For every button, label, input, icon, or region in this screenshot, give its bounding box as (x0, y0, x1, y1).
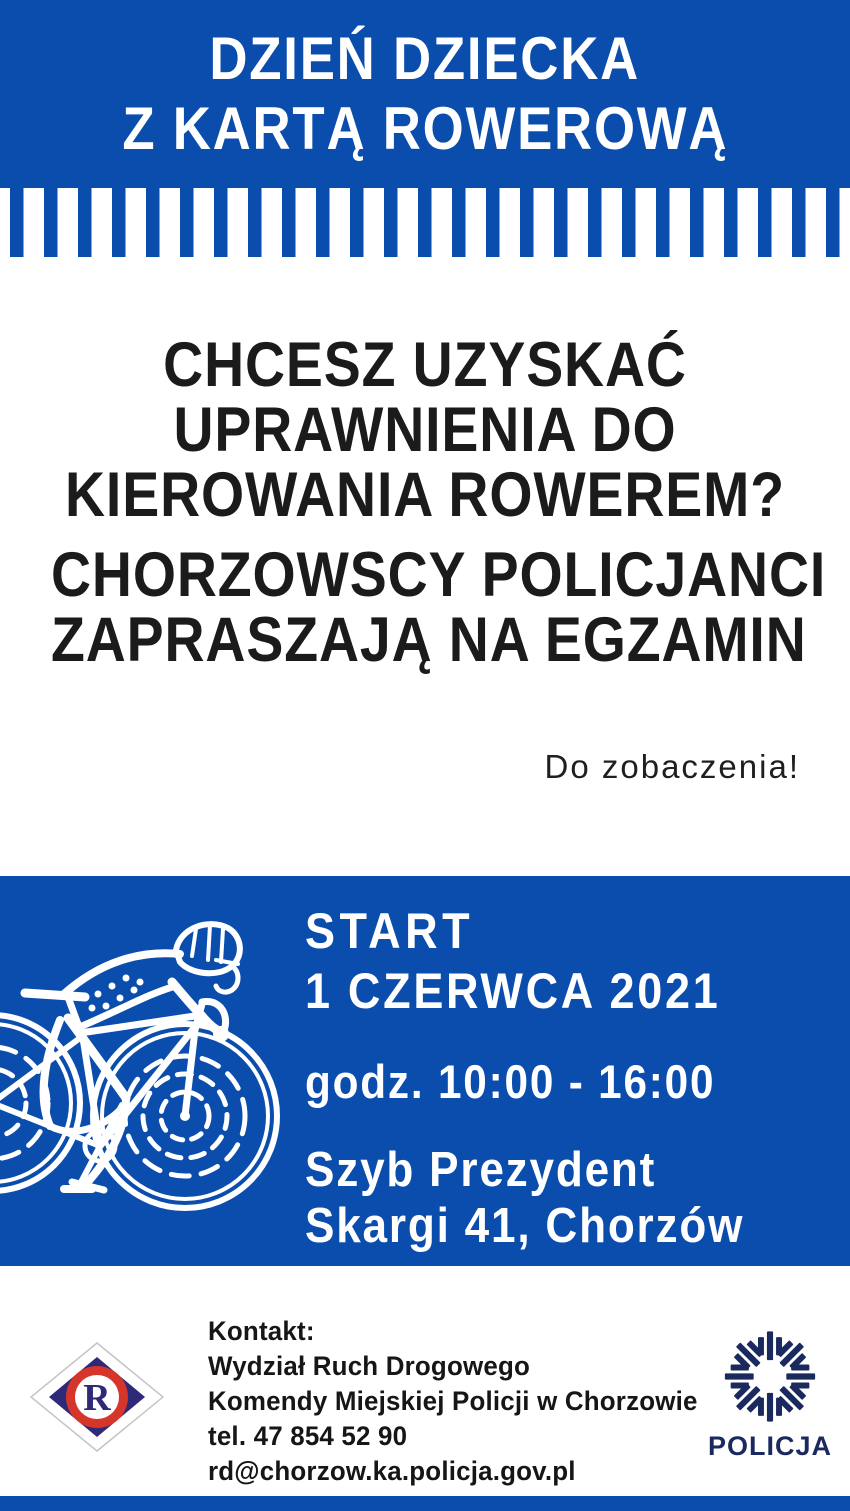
header-banner (0, 0, 850, 188)
event-start-label: START (305, 903, 475, 959)
police-logo-label: POLICJA (707, 1431, 833, 1461)
question-headline (51, 330, 799, 530)
event-date: 1 CZERWCA 2021 (305, 963, 721, 1019)
contact-heading: Kontakt: (208, 1316, 315, 1346)
farewell-text: Do zobaczenia! (544, 748, 800, 785)
contact-line2: Komendy Miejskiej Policji w Chorzowie (208, 1386, 698, 1416)
invitation-line1: CHORZOWSCY POLICJANCI (51, 540, 827, 610)
contact-line1: Wydział Ruch Drogowego (208, 1351, 531, 1381)
invitation-line2: ZAPRASZAJĄ NA EGZAMIN (51, 605, 807, 675)
question-line2: UPRAWNIENIA DO (173, 395, 677, 465)
event-panel (0, 876, 850, 1266)
question-line3: KIEROWANIA ROWEREM? (65, 460, 785, 530)
jersey-dots (89, 975, 144, 1012)
event-hours: godz. 10:00 - 16:00 (305, 1055, 716, 1108)
r-sign-letter: R (83, 1377, 111, 1419)
question-line1: CHCESZ UZYSKAĆ (163, 330, 687, 400)
cyclist-icon (0, 898, 300, 1243)
bottom-blue-bar (0, 1496, 850, 1511)
event-venue-line1: Szyb Prezydent (305, 1143, 657, 1197)
contact-block (208, 1314, 698, 1489)
road-police-r-sign-icon (30, 1342, 164, 1452)
contact-email: rd@chorzow.ka.policja.gov.pl (208, 1456, 576, 1486)
header-title-line2: Z KARTĄ ROWEROWĄ (122, 95, 728, 162)
crossing-stripes-band (0, 188, 850, 257)
event-venue-line2: Skargi 41, Chorzów (305, 1199, 745, 1253)
contact-phone: tel. 47 854 52 90 (208, 1421, 408, 1451)
invitation-headline (51, 540, 827, 675)
header-title-line1: DZIEŃ DZIECKA (209, 25, 641, 92)
police-star-icon (722, 1328, 818, 1425)
police-logo (700, 1328, 840, 1462)
